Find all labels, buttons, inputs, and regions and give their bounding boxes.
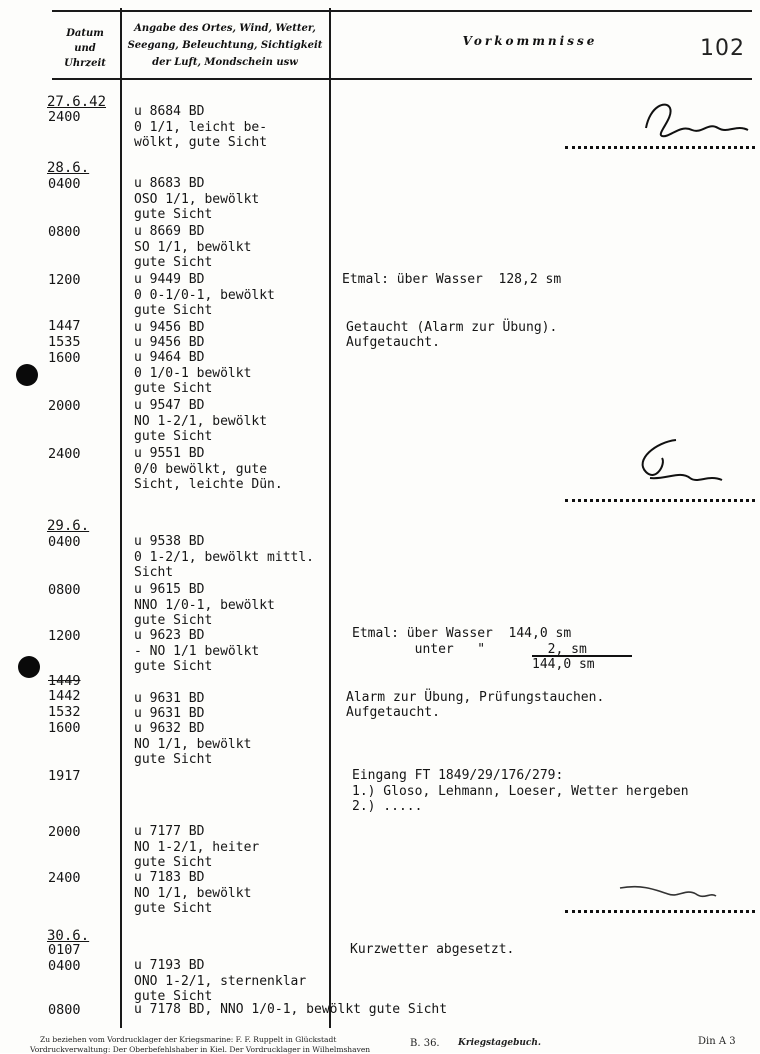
- time-cell: 1600: [48, 720, 81, 736]
- time-cell: 2000: [48, 398, 81, 414]
- location-weather: u 7177 BD NO 1-2/1, heiter gute Sicht: [134, 824, 260, 870]
- event-text: Etmal: über Wasser 128,2 sm: [342, 272, 562, 287]
- date-label: 27.6.42: [47, 94, 107, 110]
- etmal-sum-rule: [532, 655, 632, 657]
- header-bottom-rule: [52, 78, 752, 80]
- time-cell: 0400: [48, 534, 81, 550]
- event-text: Aufgetaucht.: [346, 335, 440, 350]
- time-cell: 1200: [48, 272, 81, 288]
- location-weather: u 9547 BD NO 1-2/1, bewölkt gute Sicht: [134, 398, 268, 444]
- column-divider-2: [329, 8, 331, 1028]
- header-events-col: Vorkommnisse: [462, 34, 598, 48]
- location-weather: u 9623 BD - NO 1/1 bewölkt gute Sicht: [134, 628, 260, 674]
- day-end-rule: [565, 910, 755, 913]
- time-cell: 0800: [48, 224, 81, 240]
- time-cell: 0107: [48, 942, 81, 958]
- event-text: Etmal: über Wasser 144,0 sm unter " 2, sm 144,0 sm: [352, 626, 595, 672]
- time-cell: 1600: [48, 350, 81, 366]
- time-cell: 0800: [48, 1002, 81, 1018]
- time-cell: 2000: [48, 824, 81, 840]
- signature: [612, 874, 722, 910]
- location-weather: u 9456 BD: [134, 335, 205, 350]
- footer-printer-line2: Vordruckverwaltung: Der Oberbefehlshaber in Kiel. Der Vordrucklager in Wilhelmshaven: [30, 1045, 371, 1054]
- location-weather: u 9632 BD NO 1/1, bewölkt gute Sicht: [134, 721, 252, 767]
- day-end-rule: [565, 499, 755, 502]
- time-cell: 2400: [48, 446, 81, 462]
- location-weather: u 9631 BD: [134, 691, 205, 706]
- time-cell: 1535: [48, 334, 81, 350]
- header-top-rule: [52, 10, 752, 12]
- column-divider-1: [120, 8, 122, 1028]
- date-label: 29.6.: [47, 518, 90, 534]
- time-cell: 1917: [48, 768, 81, 784]
- time-cell: 1200: [48, 628, 81, 644]
- location-weather-wide: u 7178 BD, NNO 1/0-1, bewölkt gute Sicht: [134, 1002, 448, 1017]
- time-cell: 1532: [48, 704, 81, 720]
- time-cell: 0400: [48, 176, 81, 192]
- event-text: Aufgetaucht.: [346, 705, 440, 720]
- time-cell: 0400: [48, 958, 81, 974]
- location-weather: u 9449 BD 0 0-1/0-1, bewölkt gute Sicht: [134, 272, 275, 318]
- location-weather: u 9615 BD NNO 1/0-1, bewölkt gute Sicht: [134, 582, 275, 628]
- event-text: Kurzwetter abgesetzt.: [350, 942, 515, 957]
- page-number: 102: [700, 36, 745, 61]
- day-end-rule: [565, 146, 755, 149]
- event-text: Eingang FT 1849/29/176/279: 1.) Gloso, Lehmann, Loeser, Wetter hergeben 2.) .....: [352, 768, 689, 814]
- footer-din: Din A 3: [698, 1036, 736, 1047]
- time-cell: 1442: [48, 688, 81, 704]
- location-weather: u 7183 BD NO 1/1, bewölkt gute Sicht: [134, 870, 252, 916]
- location-weather: u 8684 BD 0 1/1, leicht be- wölkt, gute Sicht: [134, 104, 268, 150]
- punch-hole-bottom: [18, 656, 40, 678]
- punch-hole-top: [16, 364, 38, 386]
- location-weather: u 7193 BD ONO 1-2/1, sternenklar gute Sicht: [134, 958, 307, 1004]
- header-date-col: Datum und Uhrzeit: [64, 28, 106, 69]
- time-cell: 2400: [48, 870, 81, 886]
- event-text: Getaucht (Alarm zur Übung).: [346, 320, 558, 335]
- footer-printer-line1: Zu beziehen vom Vordrucklager der Kriegsmarine: F. F. Ruppelt in Glückstadt: [40, 1035, 337, 1044]
- time-cell-struck: 1449: [48, 673, 81, 689]
- location-weather: u 8669 BD SO 1/1, bewölkt gute Sicht: [134, 224, 252, 270]
- header-location-col: Angabe des Ortes, Wind, Wetter, Seegang, Beleuchtung, Sichtigkeit der Luft, Mondschein usw: [127, 23, 323, 68]
- date-label: 28.6.: [47, 160, 90, 176]
- location-weather: u 9456 BD: [134, 320, 205, 335]
- location-weather: u 9464 BD 0 1/0-1 bewölkt gute Sicht: [134, 350, 252, 396]
- signature: [626, 434, 736, 494]
- date-label: 30.6.: [47, 928, 90, 944]
- event-text: Alarm zur Übung, Prüfungstauchen.: [346, 690, 605, 705]
- time-cell: 1447: [48, 318, 81, 334]
- signature: [636, 96, 756, 146]
- footer-form-title: Kriegstagebuch.: [458, 1038, 542, 1048]
- location-weather: u 9538 BD 0 1-2/1, bewölkt mittl. Sicht: [134, 534, 315, 580]
- location-weather: u 9631 BD: [134, 706, 205, 721]
- footer-form-code: B. 36.: [410, 1038, 440, 1049]
- time-cell: 0800: [48, 582, 81, 598]
- location-weather: u 8683 BD OSO 1/1, bewölkt gute Sicht: [134, 176, 260, 222]
- time-cell: 2400: [48, 109, 81, 125]
- location-weather: u 9551 BD 0/0 bewölkt, gute Sicht, leichte Dün.: [134, 446, 283, 492]
